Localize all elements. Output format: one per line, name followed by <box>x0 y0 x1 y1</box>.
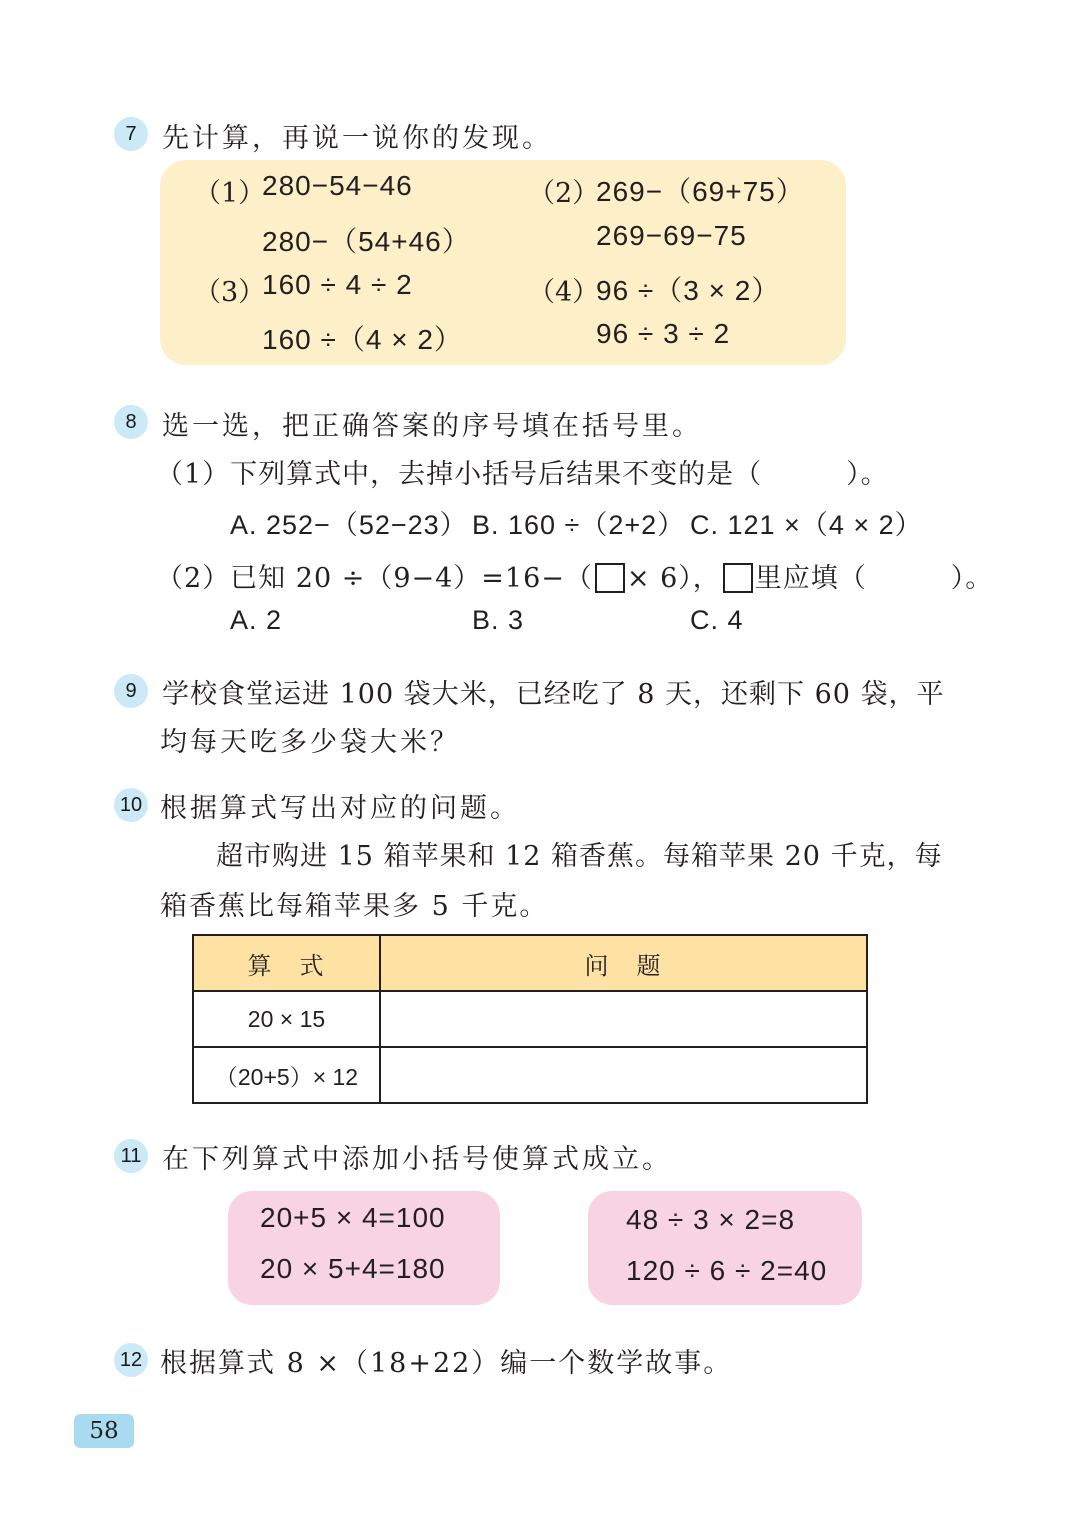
equation: 120 ÷ 6 ÷ 2=40 <box>626 1255 828 1286</box>
question-number-11: 11 <box>114 1139 148 1173</box>
expression: 96 ÷（3 × 2） <box>596 275 781 306</box>
expression: 280−54−46 <box>262 170 413 201</box>
question-table <box>192 934 868 1104</box>
question-8-sub2 <box>156 556 993 595</box>
option-c: C. 4 <box>690 605 744 635</box>
question-number-10: 10 <box>114 788 148 822</box>
expression: 160 ÷（4 × 2） <box>262 324 463 355</box>
question-10-paragraph: 超市购进 15 箱苹果和 12 箱香蕉。每箱苹果 20 千克，每 <box>216 841 943 872</box>
question-number-9: 9 <box>114 674 148 708</box>
question-8-title: 选一选，把正确答案的序号填在括号里。 <box>162 411 702 442</box>
item-tag: （2） <box>528 178 600 209</box>
table-cell-answer[interactable] <box>380 1047 867 1103</box>
equation: 20+5 × 4=100 <box>260 1202 446 1233</box>
sub2-part1: （2）已知 20 ÷（9−4）=16−（ <box>156 563 593 594</box>
question-number-8: 8 <box>114 405 148 439</box>
option-b: B. 160 ÷（2+2） <box>472 510 686 540</box>
question-number-7: 7 <box>114 117 148 151</box>
question-8-sub1: （1）下列算式中，去掉小括号后结果不变的是（ ）。 <box>156 459 889 490</box>
table-cell-formula: 20 × 15 <box>193 991 380 1047</box>
item-tag: （4） <box>528 277 600 308</box>
expression: 280−（54+46） <box>262 226 471 257</box>
equation: 48 ÷ 3 × 2=8 <box>626 1204 796 1235</box>
table-cell-formula: （20+5）× 12 <box>193 1047 380 1103</box>
equation: 20 × 5+4=180 <box>260 1253 446 1284</box>
question-9-line1: 学校食堂运进 100 袋大米，已经吃了 8 天，还剩下 60 袋，平 <box>162 679 945 710</box>
table-header-formula: 算 式 <box>193 935 380 991</box>
option-c: C. 121 ×（4 × 2） <box>690 510 923 540</box>
item-tag: （3） <box>194 277 266 308</box>
item-tag: （1） <box>194 178 266 209</box>
sub2-part3: 里应填（ ）。 <box>754 563 994 594</box>
question-12-title: 根据算式 8 ×（18+22）编一个数学故事。 <box>160 1348 733 1379</box>
option-a: A. 252−（52−23） <box>230 510 468 540</box>
question-10-paragraph: 箱香蕉比每箱苹果多 5 千克。 <box>160 891 549 922</box>
expression: 160 ÷ 4 ÷ 2 <box>262 269 413 300</box>
question-10-title: 根据算式写出对应的问题。 <box>160 793 520 824</box>
expression: 269−69−75 <box>596 220 747 251</box>
expression: 96 ÷ 3 ÷ 2 <box>596 318 731 349</box>
option-a: A. 2 <box>230 605 283 635</box>
question-number-12: 12 <box>114 1343 148 1377</box>
question-7-title: 先计算，再说一说你的发现。 <box>162 123 552 154</box>
blank-box <box>595 563 625 593</box>
page-number: 58 <box>74 1414 134 1448</box>
sub2-part2: × 6）， <box>626 563 721 594</box>
expression: 269−（69+75） <box>596 176 805 207</box>
table-header-question: 问 题 <box>380 935 867 991</box>
option-b: B. 3 <box>472 605 525 635</box>
question-9-line2: 均每天吃多少袋大米？ <box>160 727 460 758</box>
question-11-title: 在下列算式中添加小括号使算式成立。 <box>162 1144 672 1175</box>
blank-box <box>723 563 753 593</box>
table-cell-answer[interactable] <box>380 991 867 1047</box>
